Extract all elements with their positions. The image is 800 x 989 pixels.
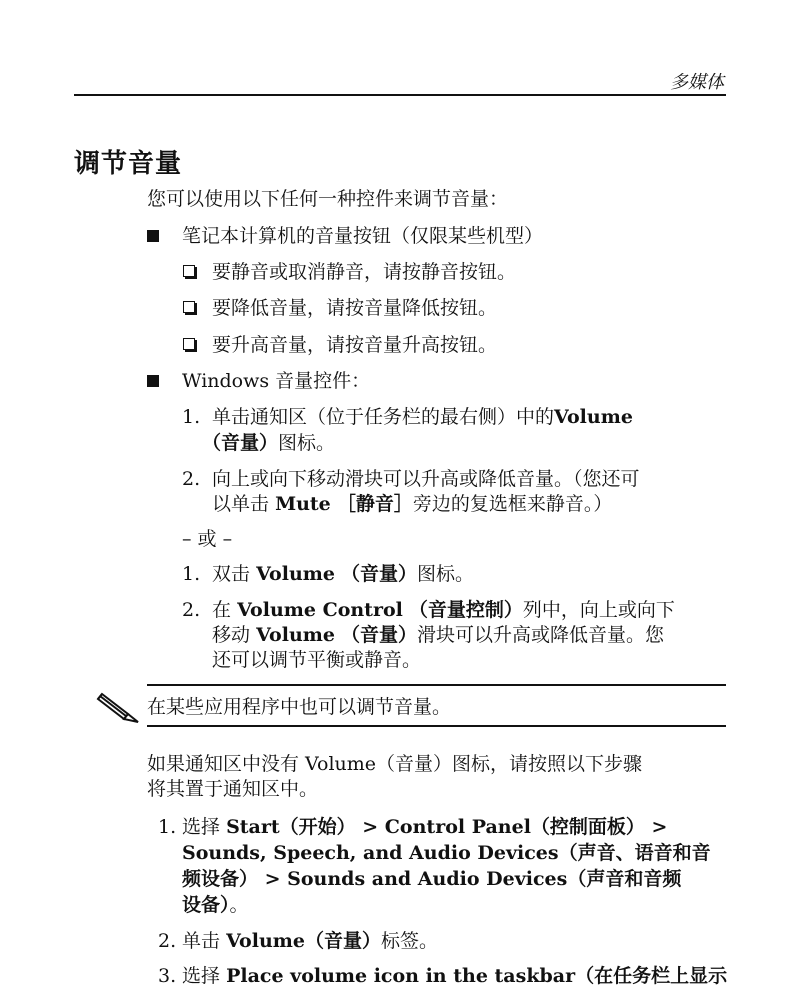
note-text: 在某些应用程序中也可以调节音量。 (147, 696, 452, 718)
header-rule (74, 94, 726, 96)
bullet-square-icon (147, 230, 159, 242)
step-number: 1. (182, 563, 201, 585)
step-number: 2. (182, 468, 201, 490)
step-text-cont: 还可以调节平衡或静音。 (212, 649, 422, 671)
step-number: 3. (158, 965, 177, 987)
bullet1-label: 笔记本计算机的音量按钮（仅限某些机型） (182, 225, 544, 247)
bullet1-item: 要升高音量，请按音量升高按钮。 (212, 334, 498, 356)
step-text: 单击 Volume（音量）标签。 (182, 930, 438, 952)
note-rule-bottom (147, 725, 726, 727)
step-text: 向上或向下移动滑块可以升高或降低音量。（您还可 (212, 468, 640, 490)
step-number: 1. (182, 406, 201, 428)
para-line: 将其置于通知区中。 (147, 778, 319, 800)
step-text-cont: 设备）。 (182, 894, 249, 916)
step-text-cont: 移动 Volume （音量）滑块可以升高或降低音量。您 (212, 624, 665, 646)
step-number: 1. (158, 816, 177, 838)
step-number: 2. (182, 599, 201, 621)
step-text-cont: 以单击 Mute ［静音］旁边的复选框来静音。） (212, 493, 613, 515)
step-number: 2. (158, 930, 177, 952)
intro-text: 您可以使用以下任何一种控件来调节音量： (147, 188, 509, 210)
bullet-square-icon (147, 375, 159, 387)
bullet2-label: Windows 音量控件： (182, 370, 371, 392)
bullet1-item: 要静音或取消静音，请按静音按钮。 (212, 261, 517, 283)
step-text: 单击通知区（位于任务栏的最右侧）中的Volume (212, 406, 633, 428)
running-header: 多媒体 (670, 72, 724, 93)
step-text-cont: 频设备） > Sounds and Audio Devices（声音和音频 (182, 868, 682, 890)
note-rule-top (147, 684, 726, 686)
checkbox-bullet-icon (183, 265, 195, 277)
page-title: 调节音量 (74, 149, 183, 179)
step-text-cont: （音量）图标。 (202, 432, 336, 454)
bullet1-item: 要降低音量，请按音量降低按钮。 (212, 297, 498, 319)
pencil-note-icon (96, 688, 140, 724)
checkbox-bullet-icon (183, 338, 195, 350)
step-text: 选择 Place volume icon in the taskbar（在任务栏上显示 (182, 965, 728, 987)
step-text: 双击 Volume （音量）图标。 (212, 563, 475, 585)
or-separator: – 或 – (182, 528, 233, 550)
para-line: 如果通知区中没有 Volume（音量）图标，请按照以下步骤 (147, 753, 643, 775)
step-text-cont: Sounds, Speech, and Audio Devices（声音、语音和音 (182, 842, 711, 864)
step-text: 在 Volume Control （音量控制）列中，向上或向下 (212, 599, 675, 621)
checkbox-bullet-icon (183, 301, 195, 313)
step-text: 选择 Start（开始） > Control Panel（控制面板） > (182, 816, 668, 838)
